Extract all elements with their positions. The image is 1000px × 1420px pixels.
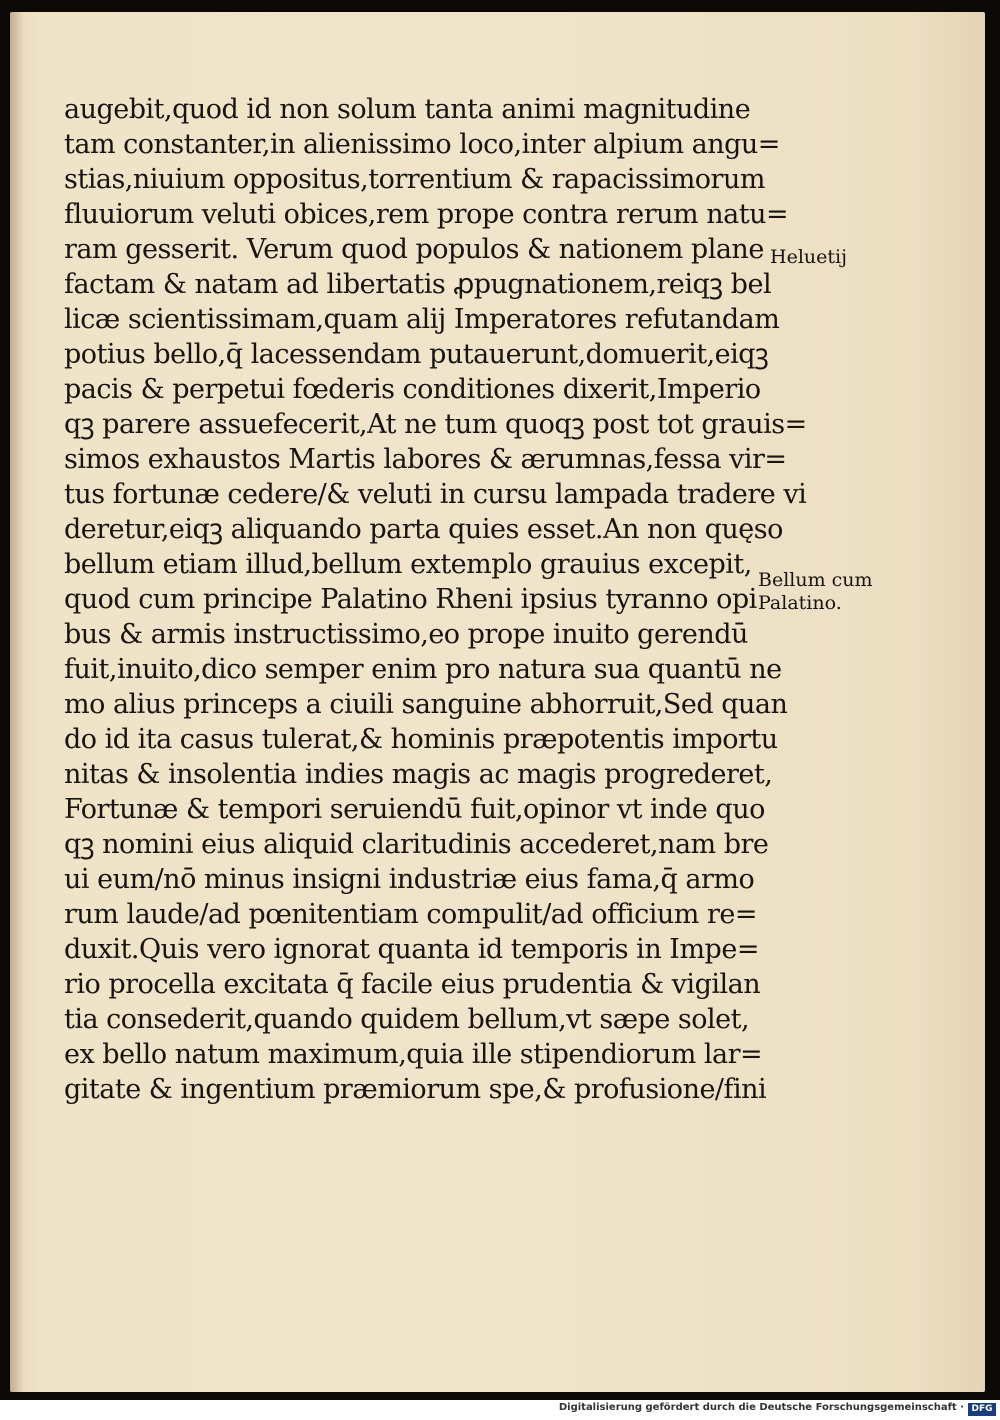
text-line: mo alius princeps a ciuili sanguine abhorruit,Sed quan [64,689,788,720]
funding-credit: Digitalisierung gefördert durch die Deutsche Forschungsgemeinschaft · [558,1402,964,1413]
dfg-logo-icon: DFG [968,1403,996,1416]
text-line: tus fortunæ cedere/& veluti in cursu lampada tradere vi [64,479,807,510]
marginal-note-line: Bellum cum [758,569,873,591]
text-line: pacis & perpetui fœderis conditiones dixerit,Imperio [64,374,761,405]
text-line: augebit,quod id non solum tanta animi magnitudine [64,94,751,125]
text-line: factam & natam ad libertatis ꝓpugnationem,reiqꝫ bel [64,269,772,300]
text-line: Fortunæ & tempori seruiendū fuit,opinor vt inde quo [64,794,765,825]
text-line: rio procella excitata q̄ facile eius prudentia & vigilan [64,969,761,1000]
text-line: potius bello,q̄ lacessendam putauerunt,domuerit,eiqꝫ [64,339,769,370]
text-line: simos exhaustos Martis labores & ærumnas,fessa vir= [64,444,787,475]
marginal-note-bellum-palatino [758,569,873,615]
text-line: do id ita casus tulerat,& hominis præpotentis importu [64,724,778,755]
marginal-note-line: Palatino. [758,592,842,614]
marginal-note-text: Heluetij [770,246,847,268]
text-line: duxit.Quis vero ignorat quanta id temporis in Impe= [64,934,759,965]
text-line: stias,niuium oppositus,torrentium & rapacissimorum [64,164,765,195]
text-line: ui eum/nō minus insigni industriæ eius fama,q̄ armo [64,864,755,895]
text-line: bellum etiam illud,bellum extemplo grauius excepit, [64,549,752,580]
marginal-note-heluetij [770,246,847,269]
text-line: tam constanter,in alienissimo loco,inter alpium angu= [64,129,780,160]
text-line: rum laude/ad pœnitentiam compulit/ad officium re= [64,899,757,930]
body-text [64,92,807,1107]
text-line: licæ scientissimam,quam alij Imperatores refutandam [64,304,780,335]
text-line: nitas & insolentia indies magis ac magis progrederet, [64,759,773,790]
text-line: fluuiorum veluti obices,rem prope contra rerum natu= [64,199,789,230]
text-line: fuit,inuito,dico semper enim pro natura sua quantū ne [64,654,782,685]
text-line: deretur,eiqꝫ aliquando parta quies esset.An non quęso [64,514,783,545]
book-page [10,12,985,1392]
text-line: quod cum principe Palatino Rheni ipsius tyranno opi [64,584,757,615]
text-line: qꝫ nomini eius aliquid claritudinis accederet,nam bre [64,829,769,860]
funding-footer [0,1400,1000,1420]
text-line: ex bello natum maximum,quia ille stipendiorum lar= [64,1039,763,1070]
text-line: tia consederit,quando quidem bellum,vt sæpe solet, [64,1004,750,1035]
text-line: ram gesserit. Verum quod populos & nationem plane [64,234,764,265]
text-line: gitate & ingentium præmiorum spe,& profusione/fini [64,1074,767,1105]
text-line: bus & armis instructissimo,eo prope inuito gerendū [64,619,748,650]
text-line: qꝫ parere assuefecerit,At ne tum quoqꝫ post tot grauis= [64,409,807,440]
